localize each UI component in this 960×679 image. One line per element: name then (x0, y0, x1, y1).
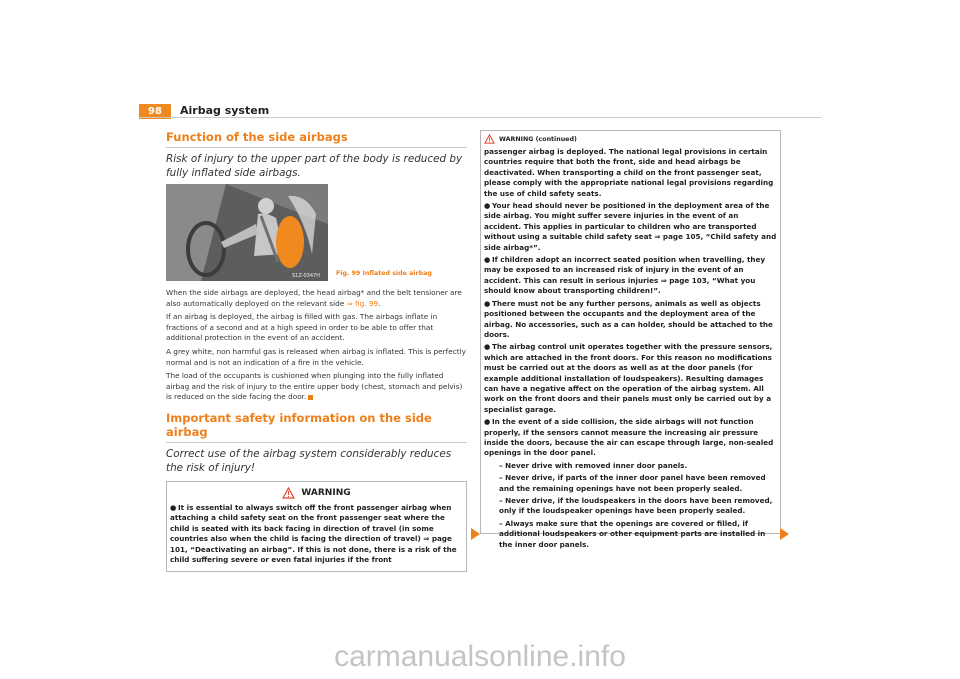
figure-code: S1Z-0347H (292, 273, 320, 279)
warning-bullet-6: ● In the event of a side collision, the side airbags will not function properly, if the sensors cannot measure the increasing air pressure inside the doors, because the air can escape through large, non-sealed openings in the door panel. (484, 417, 774, 458)
warning-bullet-5: ● The airbag control unit operates together with the pressure sensors, which are attached in the front doors. For this reason no modifications must be carried out at the doors as well as at the door panels (for example additional installation of loudspeakers). Resulting damages can have a negative affect on the operation of the airbag system. All work on the front doors and their panels must only be carried out by a specialist garage. (484, 342, 773, 414)
section-title-safety: Important safety information on the side airbag (166, 411, 467, 443)
warning-subitem: – Never drive, if parts of the inner door panel have been removed and the remaining openings have not been properly sealed. (499, 473, 766, 493)
figure-caption: Fig. 99 Inflated side airbag (336, 270, 432, 277)
next-page-arrow-icon[interactable] (780, 528, 789, 540)
running-header: Airbag system (180, 104, 270, 117)
left-column (166, 130, 467, 572)
page-number: 98 (139, 104, 171, 119)
figure-link[interactable]: ⇒ fig. 99 (346, 298, 379, 308)
header-rule (139, 117, 821, 118)
end-marker-icon (308, 395, 313, 400)
warning-subitem: – Never drive, if the loudspeakers in the doors have been removed, only if the loudspeaker openings have been properly sealed. (499, 496, 773, 516)
warning-subitem: – Always make sure that the openings are covered or filled, if additional loudspeakers or other equipment parts are installed in the inner door panels. (499, 518, 766, 549)
warning-continued-heading: WARNING (continued) (484, 134, 777, 144)
right-column (480, 130, 781, 549)
paragraph-1: When the side airbags are deployed, the head airbag* and the belt tensioner are also automatically deployed on the relevant side ⇒ fig. 99. (166, 288, 462, 308)
section-intro-function: Risk of injury to the upper part of the body is reduced by fully inflated side airbags. (166, 153, 463, 179)
warning-bullet-4: ● There must not be any further persons, animals as well as objects positioned between the occupants and the deployment area of the airbag. No accessories, such as a can holder, should be attached to the doors. (484, 298, 773, 339)
warning-subitem: – Never drive with removed inner door panels. (499, 460, 688, 470)
section-title-function: Function of the side airbags (166, 130, 467, 148)
continue-arrow-icon (471, 528, 480, 540)
warning-continued-box (480, 130, 781, 549)
warning-heading: WARNING (170, 487, 463, 499)
paragraph-3: A grey white, non harmful gas is released when airbag is inflated. This is perfectly normal and is not an indication of a fire in the vehicle. (166, 346, 466, 367)
watermark: carmanualsonline.info (334, 640, 626, 673)
warning-icon (484, 134, 495, 144)
warning-box (166, 481, 467, 572)
warning-bullet-2: ● Your head should never be positioned in the deployment area of the side airbag. You might suffer severe injuries in the event of an accident. This applies in particular to children who are transported without using a suitable child safety seat ⇒ page 105, “Child safety and side airbag*”. (484, 201, 777, 252)
warning-icon (282, 487, 295, 499)
paragraph-2: If an airbag is deployed, the airbag is filled with gas. The airbags inflate in fractions of a second and at a high speed in order to be able to offer that additional protection in the event of an accident. (166, 312, 438, 343)
warning-bullet-3: ● If children adopt an incorrect seated position when travelling, they may be exposed to an increased risk of injury in the event of an accident. This can result in serious injuries ⇒ page 103, “What you should know about transporting children!”. (484, 255, 766, 296)
paragraph-4: The load of the occupants is cushioned when plunging into the fully inflated airbag and the risk of injury to the entire upper body (chest, stomach and pelvis) is reduced on the side facing the door. (166, 371, 463, 402)
warning-bullet-1: ● It is essential to always switch off the front passenger airbag when attaching a child safety seat on the front passenger seat where the child is seated with its back facing in direction of travel (in some countries also when the child is facing the direction of travel) ⇒ page 101, “Deactivating an airbag”. If this is not done, there is a risk of the child suffering severe or even fatal injuries if the front (170, 502, 457, 564)
warning-lead: passenger airbag is deployed. The national legal provisions in certain countries require that both the front, side and head airbags be deactivated. When transporting a child on the front passenger seat, please comply with the appropriate national legal provisions regarding the use of child safety seats. (484, 147, 774, 198)
airbag-illustration (166, 184, 328, 281)
section-intro-safety: Correct use of the airbag system considerably reduces the risk of injury! (166, 447, 452, 474)
figure-99 (166, 184, 467, 284)
